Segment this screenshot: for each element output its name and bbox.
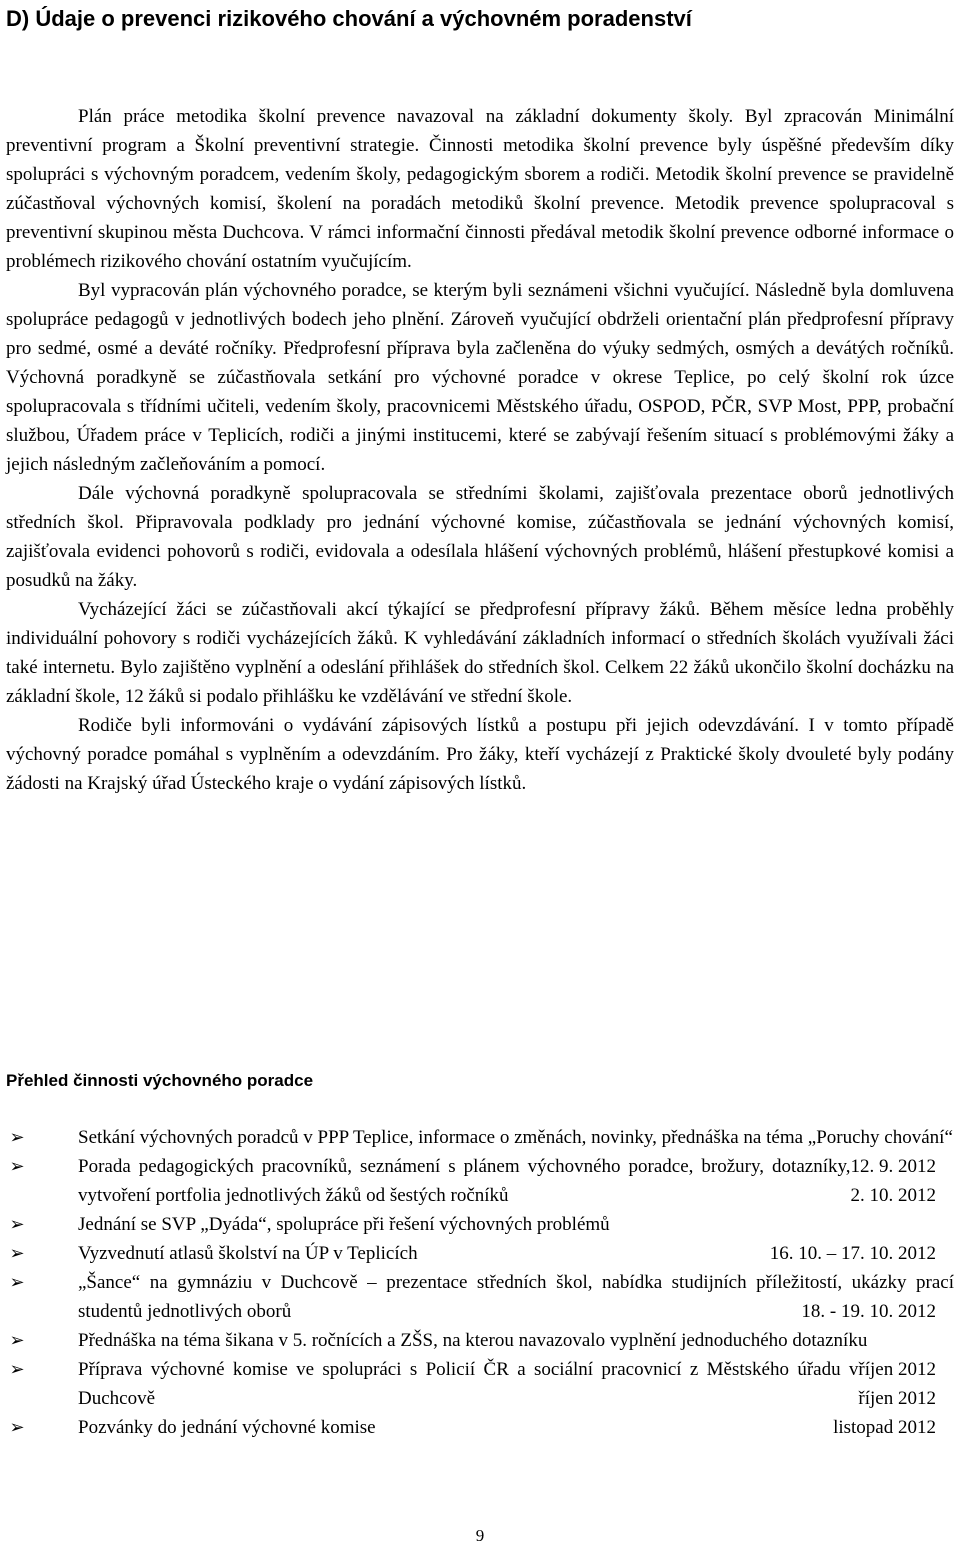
list-item: [6, 1355, 954, 1413]
list-item: [6, 1210, 954, 1239]
arrow-bullet-icon: ➢: [9, 1156, 25, 1177]
paragraph: Vycházející žáci se zúčastňovali akcí týkající se předprofesní přípravy žáků. Během měsíce ledna proběhly individuální pohovory s rodiči vycházejících žáků. K vyhledávání základních informací o středních školách využívali žáci také internetu. Bylo zajištěno vyplnění a odeslání přihlášek do středních škol. Celkem 22 žáků ukončilo školní docházku na základní škole, 12 žáků si podalo přihlášku ke vzdělávání ve střední škole.: [6, 599, 954, 707]
activity-text: Pozvánky do jednání výchovné komise: [78, 1417, 376, 1438]
arrow-bullet-icon: ➢: [9, 1272, 25, 1293]
activity-text: Jednání se SVP „Dyáda“, spolupráce při řešení výchovných problémů: [78, 1214, 610, 1235]
activities-list: [6, 1123, 954, 1442]
activity-text: „Šance“ na gymnáziu v Duchcově – prezentace středních škol, nabídka studijních příležitostí, ukázky prací studentů jednotlivých oborů: [78, 1272, 954, 1322]
list-item: [6, 1326, 954, 1380]
arrow-bullet-icon: ➢: [9, 1243, 25, 1264]
arrow-bullet-icon: ➢: [9, 1359, 25, 1380]
activity-date: listopad 2012: [833, 1417, 936, 1438]
activity-date: 12. 9. 2012: [850, 1156, 936, 1177]
paragraph: Dále výchovná poradkyně spolupracovala se středními školami, zajišťovala prezentace oborů jednotlivých středních škol. Připravovala podklady pro jednání výchovné komise, zúčastňovala se jednání výchovných komisí, zajišťovala evidenci pohovorů s rodiči, evidovala a odesílala hlášení výchovných problémů, hlášení přestupkové komisi a posudků na žáky.: [6, 483, 954, 591]
activity-text: Porada pedagogických pracovníků, seznámení s plánem výchovného poradce, brožury, dotazníky, vytvoření portfolia jednotlivých žáků od šestých ročníků: [78, 1156, 851, 1206]
activity-text: Setkání výchovných poradců v PPP Teplice, informace o změnách, novinky, přednáška na téma „Poruchy chování“: [78, 1127, 953, 1148]
paragraph: Rodiče byli informováni o vydávání zápisových lístků a postupu při jejich odevzdávání. I v tomto případě výchovný poradce pomáhal s vyplněním a odevzdáním. Pro žáky, kteří vycházejí z Praktické školy dvouleté byly podány žádosti na Krajský úřad Ústeckého kraje o vydání zápisových lístků.: [6, 715, 954, 794]
activity-date: 18. - 19. 10. 2012: [801, 1301, 936, 1322]
activity-text: Příprava výchovné komise ve spolupráci s Policií ČR a sociální pracovnicí z Městského úřadu v Duchcově: [78, 1359, 859, 1409]
paragraph: Byl vypracován plán výchovného poradce, se kterým byli seznámeni všichni vyučující. Následně byla domluvena spolupráce pedagogů v jednotlivých bodech jeho plnění. Zároveň vyučující obdrželi orientační plán předprofesní přípravy pro sedmé, osmé a deváté ročníky. Předprofesní příprava byla začleněna do výuky sedmých, osmých a devátých ročníků. Výchovná poradkyně se zúčastňovala setkání pro výchovné poradce v okrese Teplice, po celý školní rok úzce spolupracovala s třídními učiteli, vedením školy, pracovnicemi Městského úřadu, OSPOD, PČR, SVP Most, PPP, probační službou, Úřadem práce v Teplicích, rodiči a jinými institucemi, které se zabývají řešením situací s problémovými žáky a jejich následným začleňováním a pomocí.: [6, 280, 954, 475]
section-heading: D) Údaje o prevenci rizikového chování a výchovném poradenství: [6, 6, 692, 31]
body-text: [6, 102, 954, 798]
arrow-bullet-icon: ➢: [9, 1330, 25, 1351]
arrow-bullet-icon: ➢: [9, 1417, 25, 1438]
page-number: 9: [475, 1526, 485, 1545]
list-item: [6, 1152, 954, 1210]
activity-date: 16. 10. – 17. 10. 2012: [769, 1243, 936, 1264]
activity-text: Přednáška na téma šikana v 5. ročnících a ZŠS, na kterou navazovalo vyplnění jednoduchého dotazníku: [78, 1330, 868, 1351]
list-item: [6, 1123, 954, 1177]
activity-date: 2. 10. 2012: [850, 1185, 936, 1206]
activity-date: říjen 2012: [858, 1359, 936, 1380]
activities-title: Přehled činnosti výchovného poradce: [6, 1071, 314, 1090]
arrow-bullet-icon: ➢: [9, 1214, 25, 1235]
arrow-bullet-icon: ➢: [9, 1127, 25, 1148]
list-item: [6, 1268, 954, 1326]
list-item: [6, 1239, 954, 1268]
paragraph: Plán práce metodika školní prevence navazoval na základní dokumenty školy. Byl zpracován Minimální preventivní program a Školní preventivní strategie. Činnosti metodika školní prevence byly úspěšné především díky spolupráci s výchovným poradcem, vedením školy, pedagogickým sborem a rodiči. Metodik školní prevence se pravidelně zúčastňoval výchovných komisí, školení na poradách metodiků školní prevence. Metodik prevence spolupracoval s preventivní skupinou města Duchcova. V rámci informační činnosti předával metodik školní prevence odborné informace o problémech rizikového chování ostatním vyučujícím.: [6, 106, 954, 272]
activity-date: říjen 2012: [858, 1388, 936, 1409]
list-item: [6, 1413, 954, 1442]
activity-text: Vyzvednutí atlasů školství na ÚP v Teplicích: [78, 1243, 418, 1264]
